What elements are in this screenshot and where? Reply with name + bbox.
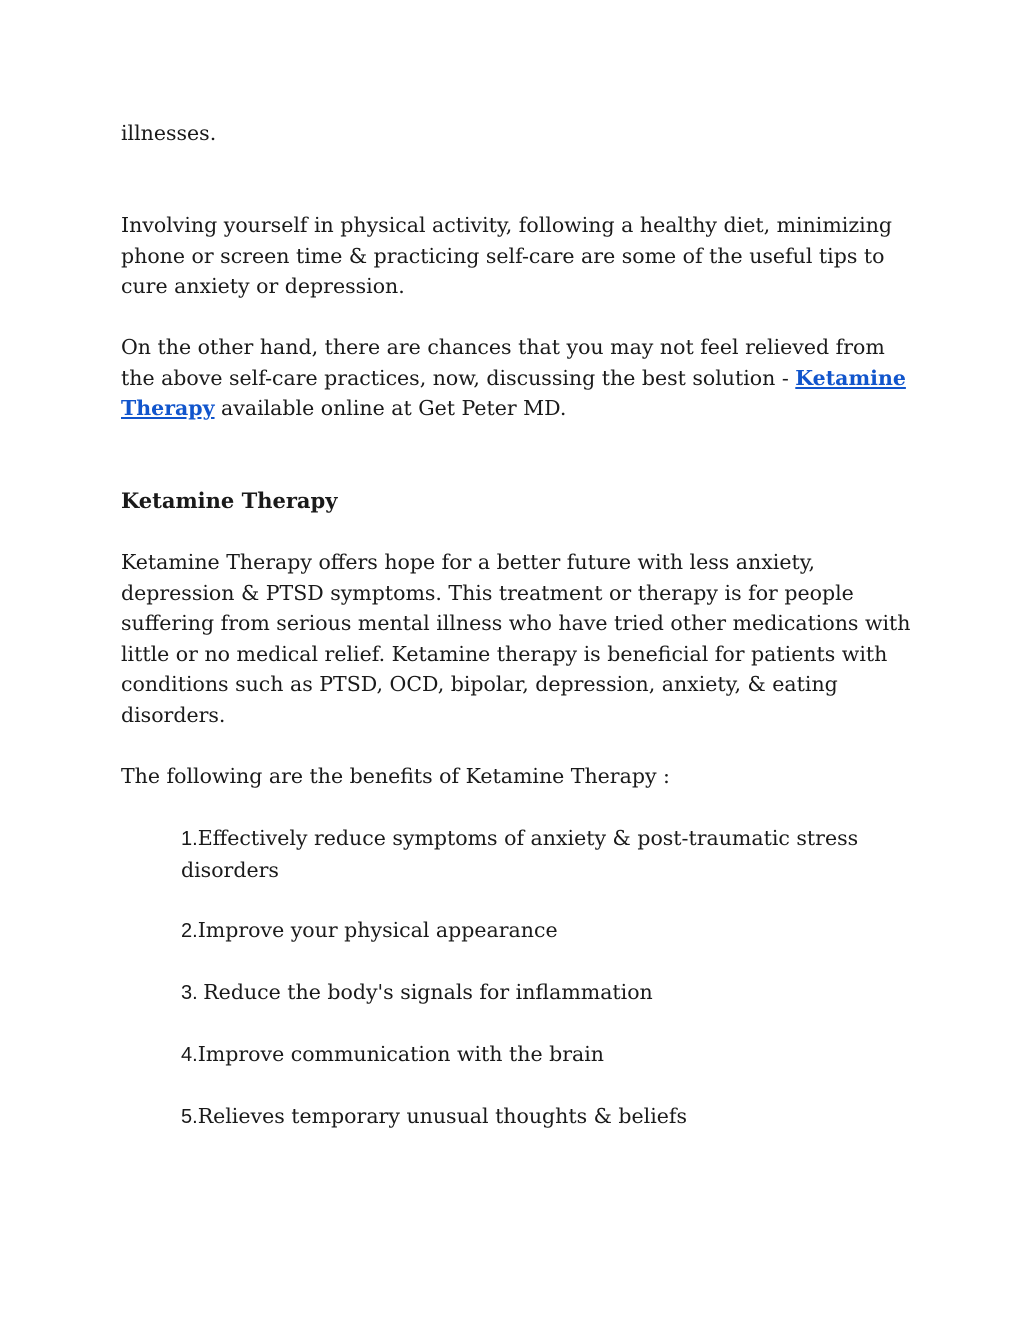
paragraph-self-care-tips: Involving yourself in physical activity, following a healthy diet, minimizing phone or screen time & practicing self-care are some of the useful tips to cure anxiety or depression. <box>121 213 893 299</box>
section-heading: Ketamine Therapy <box>121 488 338 513</box>
list-item-text: Effectively reduce symptoms of anxiety & post-traumatic stress disorders <box>181 826 859 882</box>
list-item-number: 5. <box>181 1106 198 1128</box>
list-item-number: 2. <box>181 920 198 942</box>
list-item-text: Improve communication with the brain <box>197 1042 604 1066</box>
list-item-number: 3. <box>181 982 204 1004</box>
list-item-text: Relieves temporary unusual thoughts & beliefs <box>197 1104 688 1128</box>
paragraph-illnesses: illnesses. <box>121 121 217 145</box>
list-item <box>181 823 881 885</box>
paragraph-ketamine-description: Ketamine Therapy offers hope for a better future with less anxiety, depression & PTSD symptoms. This treatment or therapy is for people suffering from serious mental illness who have tried other medications with little or no medical relief. Ketamine therapy is beneficial for patients with conditions such as PTSD, OCD, bipolar, depression, anxiety, & eating disorders. <box>121 550 911 727</box>
list-item <box>181 1101 881 1133</box>
list-item-number: 1. <box>181 828 198 850</box>
ketamine-therapy-link[interactable]: Ketamine Therapy <box>121 365 906 421</box>
list-item-number: 4. <box>181 1044 198 1066</box>
paragraph-best-solution <box>121 332 911 424</box>
list-item <box>181 915 881 947</box>
list-item <box>181 1039 881 1071</box>
list-item-text: Improve your physical appearance <box>197 918 558 942</box>
paragraph-best-solution-tail: available online at Get Peter MD. <box>214 396 567 421</box>
list-item-text: Reduce the body's signals for inflammation <box>203 980 653 1004</box>
paragraph-benefits-intro: The following are the benefits of Ketamine Therapy : <box>121 764 670 788</box>
paragraph-best-solution-text: On the other hand, there are chances that you may not feel relieved from the above self-care practices, now, discussing the best solution - <box>121 335 885 390</box>
list-item <box>181 977 881 1009</box>
